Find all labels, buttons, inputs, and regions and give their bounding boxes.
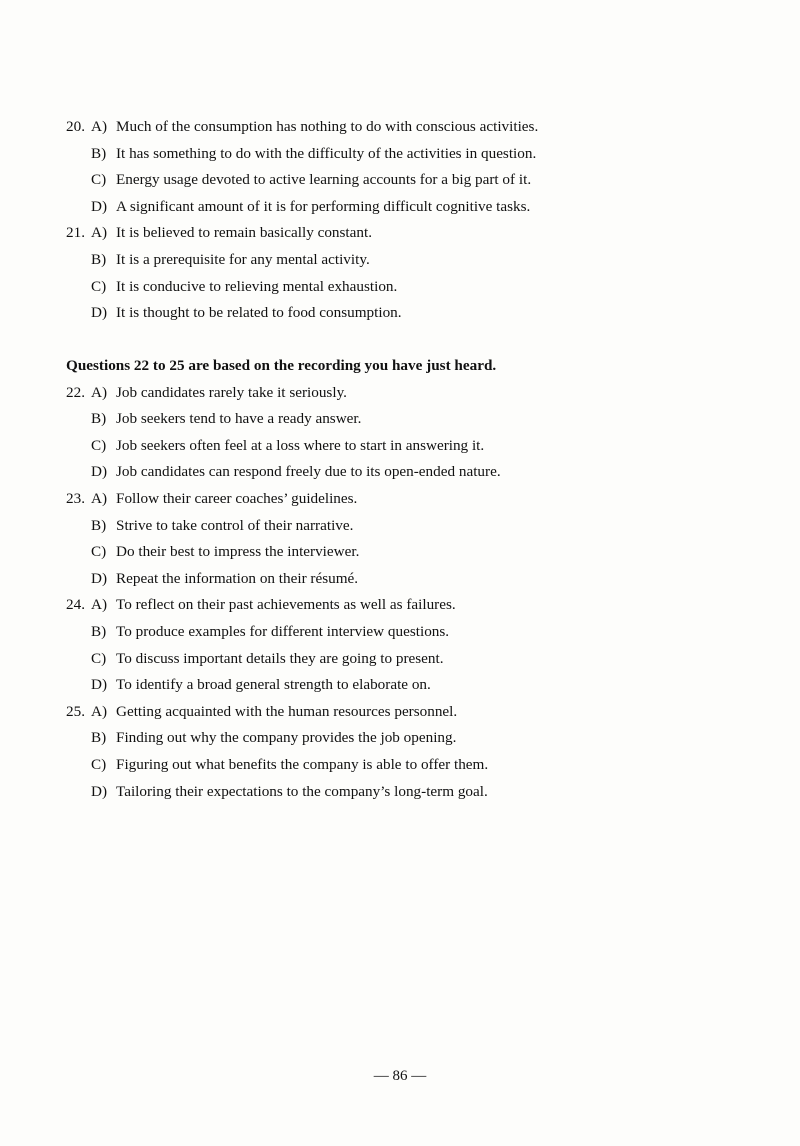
question-23-option-a: [66, 486, 766, 513]
option-letter: C): [91, 171, 107, 189]
option-text: Energy usage devoted to active learning accounts for a big part of it.: [116, 171, 532, 189]
option-text: Getting acquainted with the human resources personnel.: [116, 702, 458, 720]
question-24-option-a: [66, 592, 766, 619]
question-23-option-d: [66, 566, 766, 593]
option-letter: C): [91, 436, 107, 454]
option-letter: B): [91, 144, 107, 162]
question-25-option-b: [66, 725, 766, 752]
option-text: To reflect on their past achievements as well as failures.: [116, 596, 456, 614]
option-letter: A): [91, 224, 108, 242]
option-text: It has something to do with the difficulty of the activities in question.: [116, 144, 537, 162]
option-text: A significant amount of it is for performing difficult cognitive tasks.: [116, 197, 531, 215]
option-letter: A): [91, 596, 108, 614]
option-letter: C): [91, 277, 107, 295]
option-text: To identify a broad general strength to elaborate on.: [116, 676, 431, 694]
option-text: Much of the consumption has nothing to do with conscious activities.: [116, 118, 539, 135]
question-24-option-b: [66, 619, 766, 646]
question-number: 20.: [66, 118, 85, 135]
option-letter: D): [91, 463, 108, 481]
option-letter: B): [91, 516, 107, 534]
question-21-option-c: [66, 274, 766, 301]
question-20-option-d: [66, 194, 766, 221]
option-text: Figuring out what benefits the company is able to offer them.: [116, 755, 489, 773]
option-letter: C): [91, 543, 107, 561]
question-number: 21.: [66, 224, 85, 242]
option-letter: B): [91, 729, 107, 747]
question-20-option-c: [66, 167, 766, 194]
question-number: 23.: [66, 489, 85, 507]
question-21-option-b: [66, 247, 766, 274]
option-text: Finding out why the company provides the job opening.: [116, 729, 457, 747]
question-24-option-c: [66, 646, 766, 673]
option-text: It is a prerequisite for any mental activity.: [116, 250, 370, 268]
option-text: Strive to take control of their narrative.: [116, 516, 354, 534]
option-letter: C): [91, 755, 107, 773]
question-22-option-d: [66, 459, 766, 486]
question-group-20-21: [66, 114, 766, 327]
option-text: Job candidates can respond freely due to its open-ended nature.: [116, 463, 501, 481]
option-text: Job seekers tend to have a ready answer.: [116, 410, 362, 428]
option-letter: B): [91, 410, 107, 428]
option-text: Job seekers often feel at a loss where to start in answering it.: [116, 436, 485, 454]
option-text: To discuss important details they are going to present.: [116, 649, 444, 667]
option-text: Tailoring their expectations to the company’s long-term goal.: [116, 782, 488, 800]
option-letter: D): [91, 197, 108, 215]
option-letter: D): [91, 569, 108, 587]
question-group-22-25: [66, 353, 766, 805]
option-text: It is thought to be related to food consumption.: [116, 304, 402, 322]
option-text: Job candidates rarely take it seriously.: [116, 383, 347, 401]
option-text: To produce examples for different interview questions.: [116, 622, 450, 640]
question-number: 24.: [66, 596, 85, 614]
question-25-option-c: [66, 752, 766, 779]
question-24-option-d: [66, 672, 766, 699]
page-number: — 86 —: [373, 1068, 427, 1084]
section-heading: Questions 22 to 25 are based on the recording you have just heard.: [66, 357, 497, 374]
question-21-option-a: [66, 220, 766, 247]
question-23-option-c: [66, 539, 766, 566]
option-letter: D): [91, 676, 108, 694]
option-letter: B): [91, 622, 107, 640]
option-letter: A): [91, 489, 108, 507]
option-letter: A): [91, 383, 108, 401]
question-22-option-b: [66, 406, 766, 433]
question-25-option-a: [66, 699, 766, 726]
question-25-option-d: [66, 779, 766, 806]
option-letter: C): [91, 649, 107, 667]
question-22-option-a: [66, 380, 766, 407]
option-text: Repeat the information on their résumé.: [116, 569, 359, 587]
option-text: Follow their career coaches’ guidelines.: [116, 489, 358, 507]
question-22-option-c: [66, 433, 766, 460]
option-letter: A): [91, 702, 108, 720]
option-text: It is conducive to relieving mental exhaustion.: [116, 277, 398, 295]
option-letter: D): [91, 304, 108, 322]
question-21-option-d: [66, 300, 766, 327]
option-letter: A): [91, 118, 108, 135]
question-number: 22.: [66, 383, 85, 401]
question-20-option-b: [66, 141, 766, 168]
question-23-option-b: [66, 513, 766, 540]
question-number: 25.: [66, 702, 85, 720]
option-letter: D): [91, 782, 108, 800]
option-text: Do their best to impress the interviewer.: [116, 543, 360, 561]
option-letter: B): [91, 250, 107, 268]
question-20-option-a: [66, 114, 766, 141]
option-text: It is believed to remain basically constant.: [116, 224, 372, 242]
